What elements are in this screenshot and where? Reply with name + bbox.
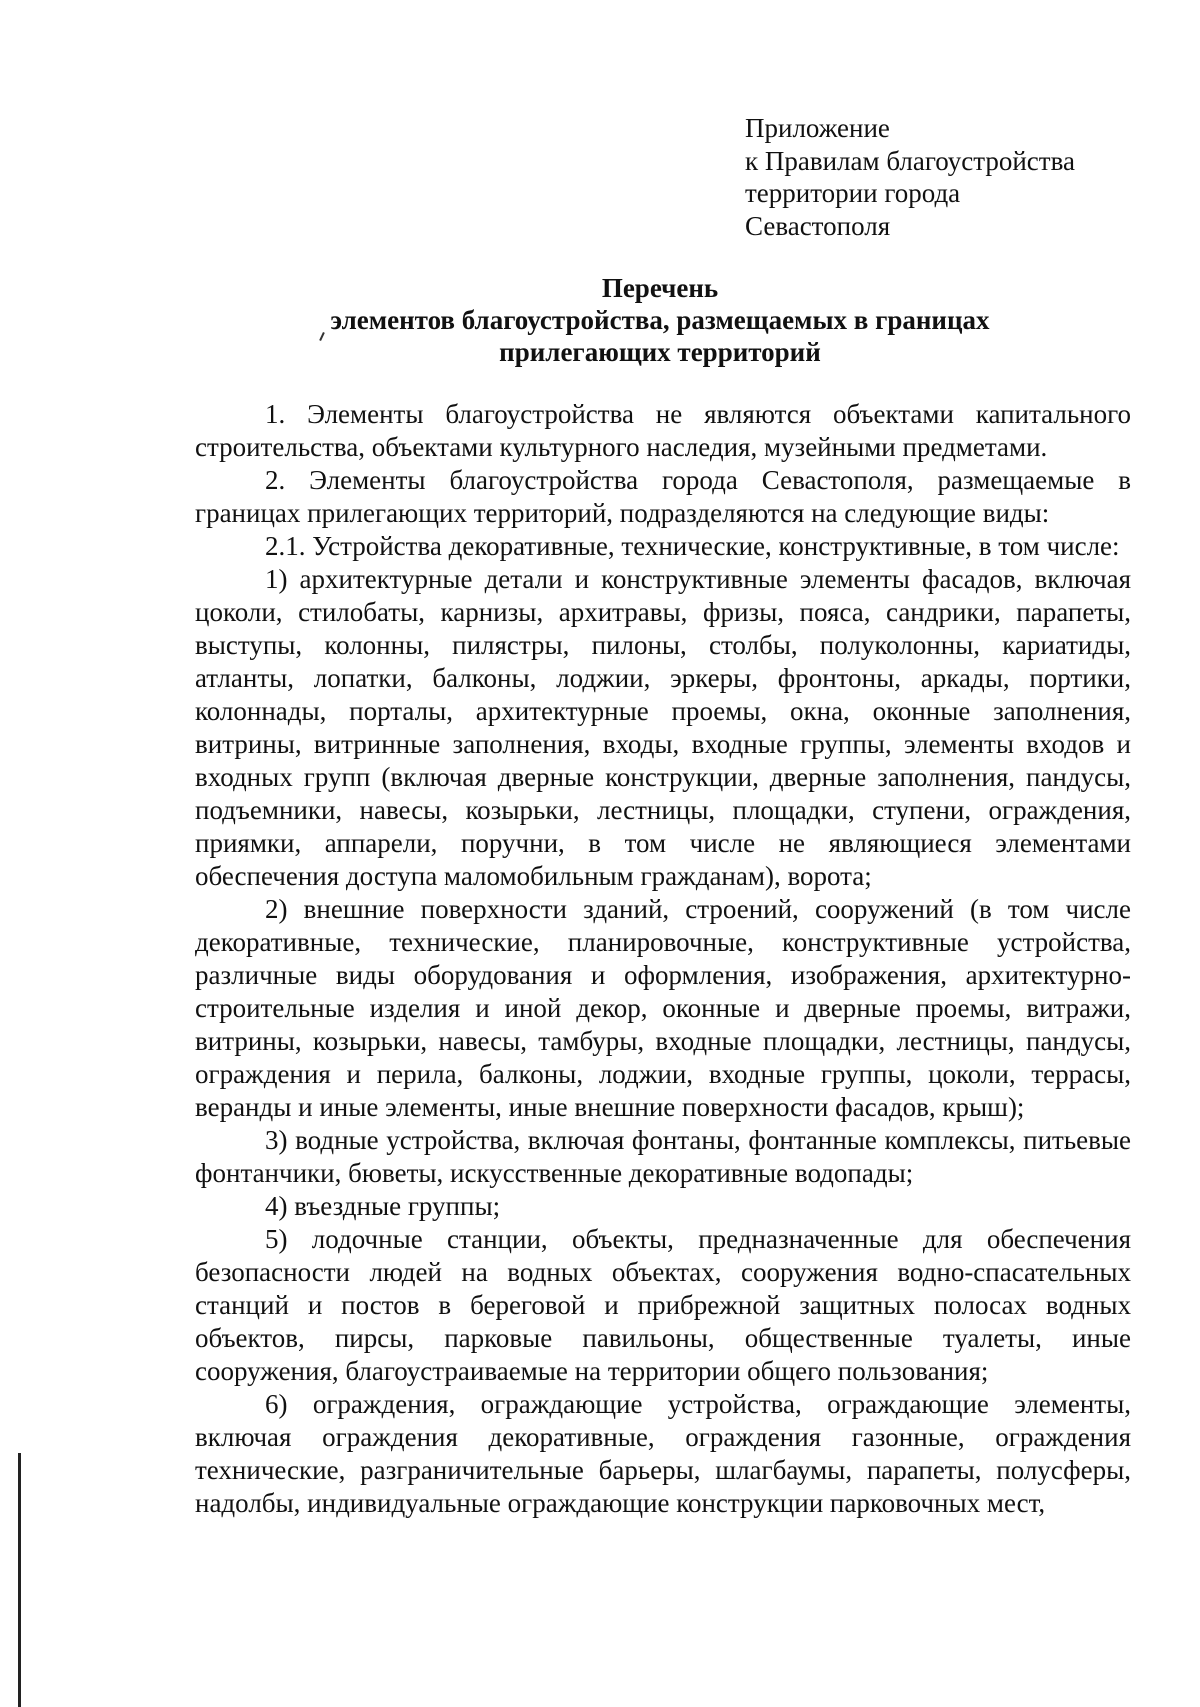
appendix-line-4: Севастополя [745,210,891,241]
appendix-line-1: Приложение [745,113,890,143]
paragraph-1: 1. Элементы благоустройства не являются объектами капитального строительства, объектами культурного наследия, музейными предметами. [195,399,1131,462]
title-line-1: Перечень [601,273,719,303]
list-item-4: 4) въездные группы; [265,1191,501,1221]
appendix-line-3: территории города [745,178,961,208]
list-item-3: 3) водные устройства, включая фонтаны, фонтанные комплексы, питьевые фонтанчики, бюветы, искусственные декоративные водопады; [195,1125,1131,1188]
paragraph-2: 2. Элементы благоустройства города Севастополя, размещаемые в границах прилегающих территорий, подразделяются на следующие виды: [195,465,1131,528]
appendix-line-2: к Правилам благоустройства [745,145,1075,176]
scan-margin-line [18,1453,21,1707]
document-title [195,272,1125,368]
list-item-6: 6) ограждения, ограждающие устройства, ограждающие элементы, включая ограждения декоративные, ограждения газонные, ограждения технические, разграничительные барьеры, шлагбаумы, парапеты, полусферы, надолбы, индивидуальные ограждающие конструкции парковочных мест, [195,1389,1131,1518]
document-body [195,398,1131,1520]
title-line-2: элементов благоустройства, размещаемых в границах [330,305,990,335]
paragraph-2-1: 2.1. Устройства декоративные, технические, конструктивные, в том числе: [265,531,1120,561]
list-item-1: 1) архитектурные детали и конструктивные элементы фасадов, включая цоколи, стилобаты, карнизы, архитравы, фризы, пояса, сандрики, парапеты, выступы, колонны, пилястры, пилоны, столбы, полуколонны, кариатиды, атланты, лопатки, балконы, лоджии, эркеры, фронтоны, аркады, портики, колоннады, порталы, архитектурные проемы, окна, оконные заполнения, витрины, витринные заполнения, входы, входные группы, элементы входов и входных групп (включая дверные конструкции, дверные заполнения, пандусы, подъемники, навесы, козырьки, лестницы, площадки, ступени, ограждения, приямки, аппарели, поручни, в том числе не являющиеся элементами обеспечения доступа маломобильным гражданам), ворота; [195,564,1131,891]
list-item-5: 5) лодочные станции, объекты, предназначенные для обеспечения безопасности людей на водных объектах, сооружения водно-спасательных станций и постов в береговой и прибрежной защитных полосах водных объектов, пирсы, парковые павильоны, общественные туалеты, иные сооружения, благоустраиваемые на территории общего пользования; [195,1224,1131,1386]
appendix-header [745,112,1075,242]
list-item-2: 2) внешние поверхности зданий, строений, сооружений (в том числе декоративные, технические, планировочные, конструктивные устройства, различные виды оборудования и оформления, изображения, архитектурно-строительные изделия и иной декор, оконные и дверные проемы, витражи, витрины, козырьки, навесы, тамбуры, входные площадки, лестницы, пандусы, ограждения и перила, балконы, лоджии, входные группы, цоколи, террасы, веранды и иные элементы, иные внешние поверхности фасадов, крыш); [195,894,1131,1122]
title-line-3: прилегающих территорий [499,337,821,367]
